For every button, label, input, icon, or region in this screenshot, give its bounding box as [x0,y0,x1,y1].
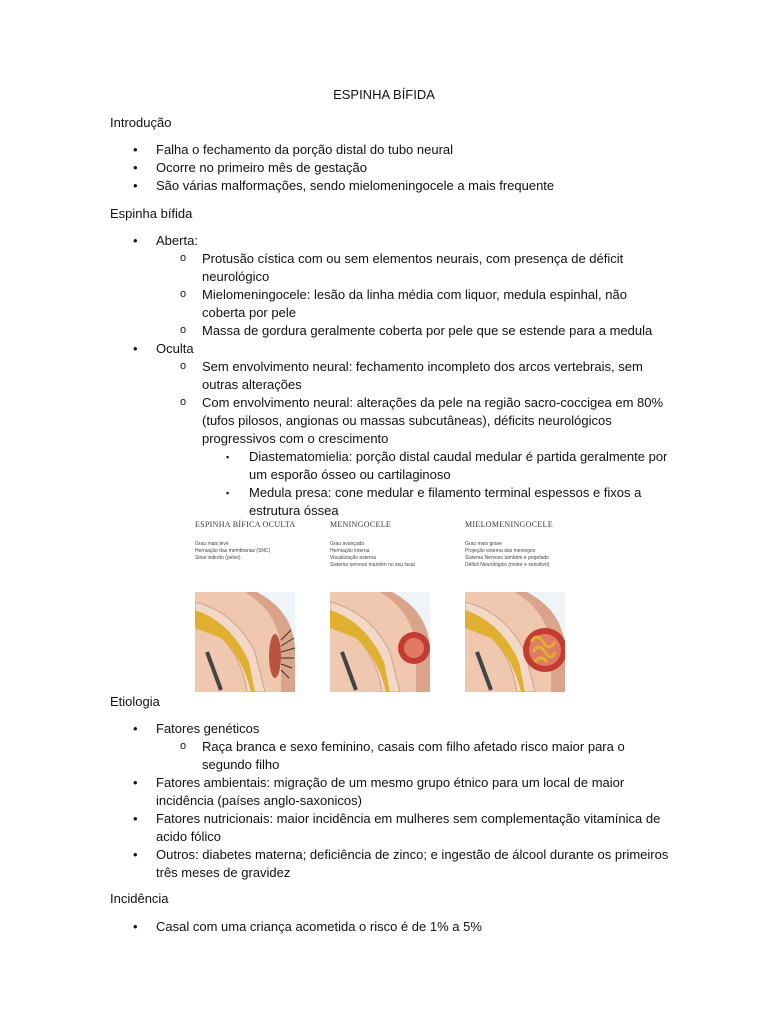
list-introducao [110,141,670,195]
list-item: • São várias malformações, sendo mielomeningocele a mais frequente [110,177,670,195]
list-item: • Outros: diabetes materna; deficiência de zinco; e ingestão de álcool durante os primeiros três meses de gravidez [110,846,670,882]
spine-oculta-illustration [195,592,295,692]
spine-meningocele-illustration [330,592,430,692]
list-item: • Fatores genéticos [110,720,670,738]
list-item: • Falha o fechamento da porção distal do tubo neural [110,141,670,159]
list-item-oculta: • Oculta [110,340,670,358]
heading-incidencia: Incidência [110,891,169,906]
figure-meningocele [330,520,458,692]
list-etiologia [110,720,670,882]
list-subsubitem: ▪ Medula presa: cone medular e filamento terminal espessos e fixos a estrutura óssea [110,484,670,520]
list-item: • Casal com uma criança acometida o risco é de 1% a 5% [110,918,670,936]
list-item-aberta: • Aberta: [110,232,670,250]
figure-title: MIELOMENINGOCELE [465,520,553,529]
list-subitem: o Com envolvimento neural: alterações da pele na região sacro-coccigea em 80% (tufos pilosos, angionas ou massas subcutâneas), déficits neurológicos progressivos com o crescimento [110,394,670,448]
list-incidencia [110,918,670,936]
figure-espinha-oculta [195,520,323,692]
figure-title: MENINGOCELE [330,520,392,529]
list-item: • Ocorre no primeiro mês de gestação [110,159,670,177]
list-subitem: o Mielomeningocele: lesão da linha média com liquor, medula espinhal, não coberta por pele [110,286,670,322]
list-item: • Fatores nutricionais: maior incidência em mulheres sem complementação vitamínica de acido fólico [110,810,670,846]
figure-caption: Grau mais leve Herniação das membranas (SNC) Sinal indireto (pelos) [195,541,271,561]
list-subitem: o Sem envolvimento neural: fechamento incompleto dos arcos vertebrais, sem outras alterações [110,358,670,394]
list-item: • Fatores ambientais: migração de um mesmo grupo étnico para um local de maior incidência (países anglo-saxonicos) [110,774,670,810]
figure-caption: Grau mais grave Projeção externa das meninges Sistema Nervoso também é projetado Déficit Neurológico (motor e sensitivo) [465,541,550,568]
spine-mielomeningocele-illustration [465,592,565,692]
list-subitem: o Massa de gordura geralmente coberta por pele que se estende para a medula [110,322,670,340]
list-espinha-bifida [110,232,670,520]
figure-mielomeningocele [465,520,595,692]
figure-title: ESPINHA BÍFICA OCULTA [195,520,296,529]
figure-caption: Grau avançado Herniação interna Visualização externa Sistema nervoso mantém no seu local [330,541,415,568]
heading-introducao: Introdução [110,115,172,130]
heading-etiologia: Etiologia [110,694,160,709]
list-subitem: o Protusão cística com ou sem elementos neurais, com presença de déficit neurológico [110,250,670,286]
heading-espinha-bifida: Espinha bífida [110,206,193,221]
list-subitem: o Raça branca e sexo feminino, casais com filho afetado risco maior para o segundo filho [110,738,670,774]
list-subsubitem: ▪ Diastematomielia: porção distal caudal medular é partida geralmente por um esporão ósseo ou cartilaginoso [110,448,670,484]
page-title: ESPINHA BÍFIDA [333,87,435,102]
figure-strip [195,520,595,692]
